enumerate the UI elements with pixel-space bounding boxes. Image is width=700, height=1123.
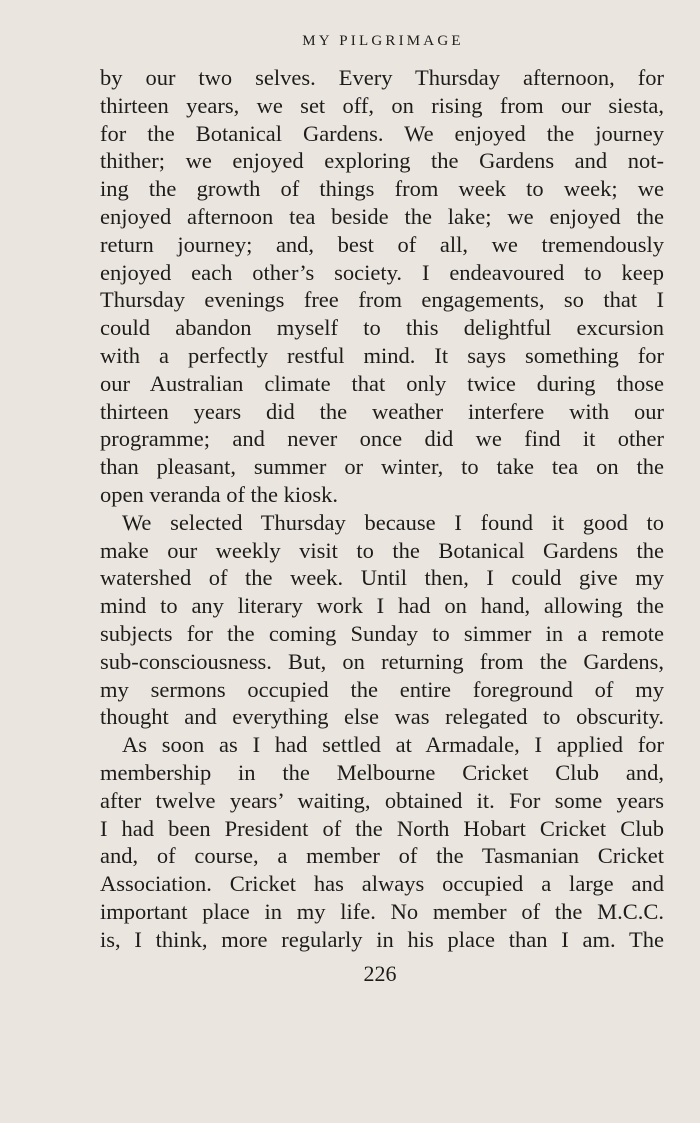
text-line: Thursday evenings free from engagements, so that I <box>100 287 664 313</box>
text-line: and, of course, a member of the Tasmanian Cricket <box>100 843 664 869</box>
text-line: after twelve years’ waiting, obtained it. For some years <box>100 787 664 813</box>
text-line: than pleasant, summer or winter, to take tea on the <box>100 454 664 480</box>
paragraph-end-line: open veranda of the kiosk. <box>100 481 339 507</box>
text-line: watershed of the week. Until then, I could give my <box>100 565 664 591</box>
text-line: ing the growth of things from week to week; we <box>100 176 664 202</box>
text-line: Association. Cricket has always occupied a large and <box>100 871 664 897</box>
text-line: thirteen years did the weather interfere with our <box>100 398 664 424</box>
text-line: I had been President of the North Hobart Cricket Club <box>100 815 664 841</box>
text-line: mind to any literary work I had on hand, allowing the <box>100 593 664 619</box>
text-line: subjects for the coming Sunday to simmer in a remote <box>100 620 664 646</box>
text-line: make our weekly visit to the Botanical Gardens the <box>100 537 664 563</box>
text-line: our Australian climate that only twice during those <box>100 370 664 396</box>
text-line: my sermons occupied the entire foreground of my <box>100 676 664 702</box>
text-line: by our two selves. Every Thursday afternoon, for <box>100 65 664 90</box>
body-text <box>100 64 664 954</box>
text-line: enjoyed afternoon tea beside the lake; we enjoyed the <box>100 203 664 229</box>
text-line: thirteen years, we set off, on rising from our siesta, <box>100 92 664 118</box>
running-title: MY PILGRIMAGE <box>302 33 464 49</box>
text-line: with a perfectly restful mind. It says something for <box>100 342 664 368</box>
paragraph-first-line: We selected Thursday because I found it good to <box>122 509 664 535</box>
paragraph-first-line: As soon as I had settled at Armadale, I applied for <box>122 732 664 758</box>
text-line: for the Botanical Gardens. We enjoyed the journey <box>100 120 664 146</box>
text-line: could abandon myself to this delightful excursion <box>100 315 664 341</box>
paragraph-end-line: thought and everything else was relegated to obscurity. <box>100 704 664 730</box>
text-line: programme; and never once did we find it other <box>100 426 664 452</box>
text-line: important place in my life. No member of the M.C.C. <box>100 898 664 924</box>
text-line: thither; we enjoyed exploring the Gardens and not- <box>100 148 664 174</box>
text-line: sub-consciousness. But, on returning from the Gardens, <box>100 648 664 674</box>
text-line: membership in the Melbourne Cricket Club and, <box>100 759 664 785</box>
text-line: is, I think, more regularly in his place than I am. The <box>100 926 664 952</box>
text-line: return journey; and, best of all, we tremendously <box>100 231 664 257</box>
page-number: 226 <box>363 961 397 986</box>
text-line: enjoyed each other’s society. I endeavoured to keep <box>100 259 664 285</box>
